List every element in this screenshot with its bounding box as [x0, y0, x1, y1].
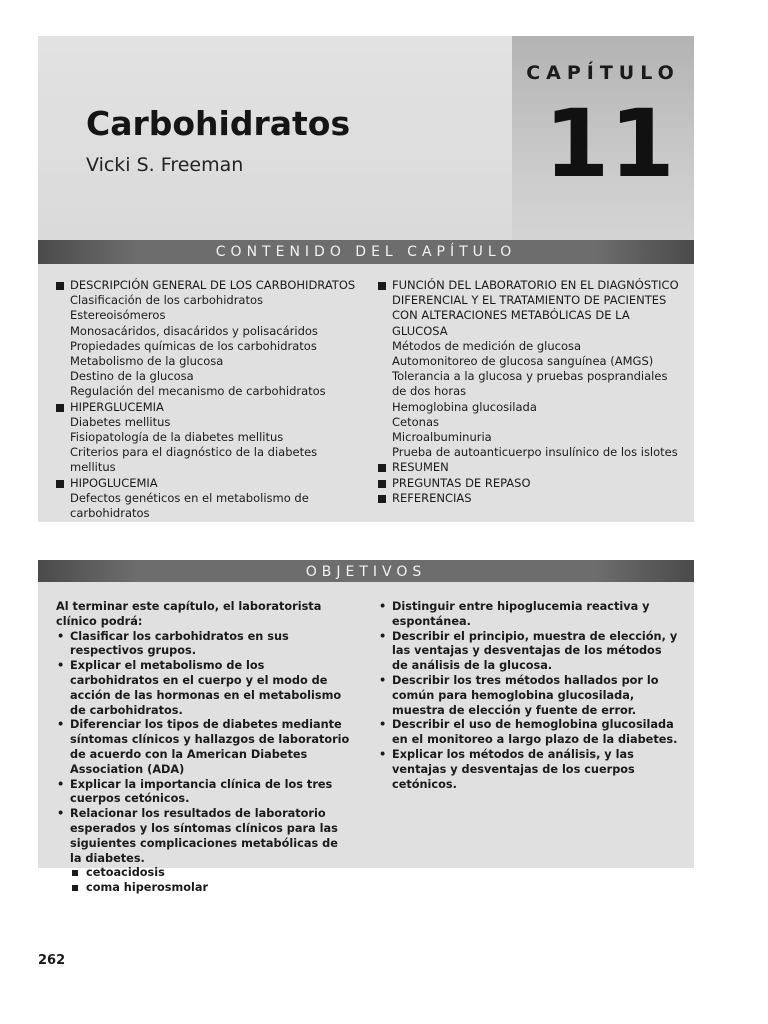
chapter-number: 11 [544, 90, 675, 199]
contents-subsection: Tolerancia a la glucosa y pruebas posprandiales de dos horas [392, 369, 668, 399]
objective-item: • Describir el principio, muestra de elección, y las ventajas y desventajas de los métodos de análisis de la glucosa. [378, 630, 680, 674]
contents-subsection: Métodos de medición de glucosa [392, 338, 582, 353]
objective-item: • Explicar los métodos de análisis, y las ventajas y desventajas de los cuerpos cetónicos. [378, 748, 680, 792]
objective-subitem: cetoacidosis [56, 866, 352, 881]
chapter-title: Carbohidratos [86, 104, 351, 143]
chapter-author: Vicki S. Freeman [86, 154, 244, 176]
objective-item: • Clasificar los carbohidratos en sus respectivos grupos. [56, 630, 352, 660]
objective-item: • Describir los tres métodos hallados por lo común para hemoglobina glucosilada, muestra de elección y fuente de error. [378, 674, 680, 718]
page-number: 262 [38, 953, 66, 968]
contents-subsection: Propiedades químicas de los carbohidratos [70, 338, 317, 353]
contents-subsection: Criterios para el diagnóstico de la diabetes mellitus [70, 445, 318, 475]
contents-section: RESUMEN [378, 460, 680, 475]
objective-item: • Relacionar los resultados de laboratorio esperados y los síntomas clínicos para las siguientes complicaciones metabólicas de la diabetes. [56, 807, 352, 866]
contents-section: DESCRIPCIÓN GENERAL DE LOS CARBOHIDRATOS [56, 278, 356, 293]
contents-right-column [378, 278, 680, 506]
contents-heading: CONTENIDO DEL CAPÍTULO [38, 240, 694, 264]
objectives-right-column [378, 600, 680, 792]
contents-subsection: Regulación del mecanismo de carbohidratos [70, 384, 326, 399]
objective-subitem: coma hiperosmolar [56, 881, 352, 896]
objectives-intro: Al terminar este capítulo, el laboratorista clínico podrá: [56, 600, 322, 628]
objective-item: • Diferenciar los tipos de diabetes mediante síntomas clínicos y hallazgos de laboratorio de acuerdo con la American Diabetes Association (ADA) [56, 718, 352, 777]
contents-left-column [56, 278, 356, 521]
contents-subsection: Automonitoreo de glucosa sanguínea (AMGS) [392, 354, 654, 369]
contents-section: HIPERGLUCEMIA [56, 400, 356, 415]
chapter-label: CAPÍTULO [526, 62, 680, 84]
contents-section: HIPOGLUCEMIA [56, 476, 356, 491]
contents-subsection: Prueba de autoanticuerpo insulínico de los islotes [392, 445, 678, 460]
contents-subsection: Clasificación de los carbohidratos [70, 293, 264, 308]
contents-subsection: Cetonas [392, 414, 439, 429]
objective-item: • Describir el uso de hemoglobina glucosilada en el monitoreo a largo plazo de la diabetes. [378, 718, 680, 748]
contents-subsection: Diabetes mellitus [70, 414, 171, 429]
objective-item: • Explicar la importancia clínica de los tres cuerpos cetónicos. [56, 778, 352, 808]
contents-section: REFERENCIAS [378, 491, 680, 506]
contents-section: PREGUNTAS DE REPASO [378, 476, 680, 491]
contents-subsection: Fisiopatología de la diabetes mellitus [70, 430, 284, 445]
contents-subsection: Defectos genéticos en el metabolismo de carbohidratos [70, 490, 309, 521]
contents-section: FUNCIÓN DEL LABORATORIO EN EL DIAGNÓSTICO DIFERENCIAL Y EL TRATAMIENTO DE PACIENTES CON ALTERACIONES METABÓLICAS DE LA GLUCOSA [378, 278, 680, 339]
objectives-left-column [56, 600, 352, 896]
contents-subsection: Microalbuminuria [392, 430, 492, 445]
objectives-heading: OBJETIVOS [38, 560, 694, 584]
contents-subsection: Monosacáridos, disacáridos y polisacáridos [70, 323, 318, 338]
contents-subsection: Hemoglobina glucosilada [392, 399, 537, 414]
contents-subsection: Destino de la glucosa [70, 369, 194, 384]
objective-item: • Distinguir entre hipoglucemia reactiva y espontánea. [378, 600, 680, 630]
contents-subsection: Metabolismo de la glucosa [70, 354, 224, 369]
objective-item: • Explicar el metabolismo de los carbohidratos en el cuerpo y el modo de acción de las hormonas en el metabolismo de carbohidratos. [56, 659, 352, 718]
contents-subsection: Estereoisómeros [70, 308, 166, 323]
